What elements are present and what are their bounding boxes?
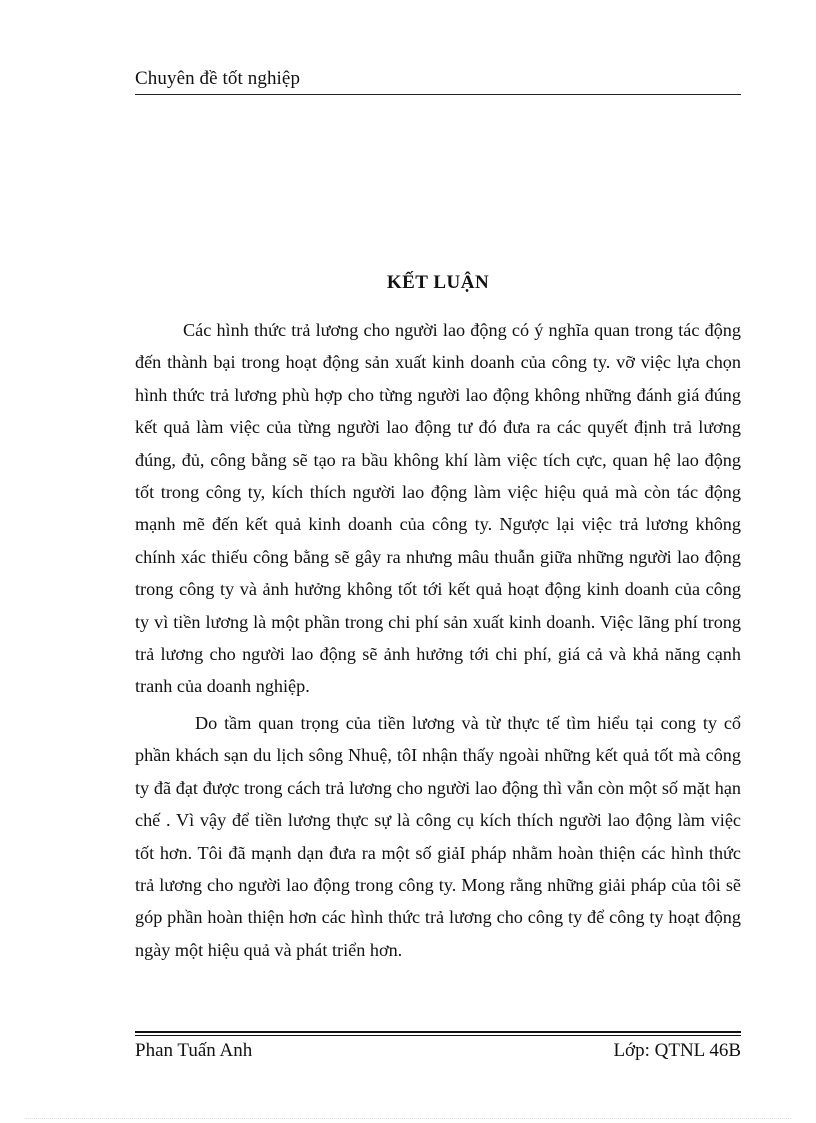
- document-header-title: Chuyên đề tốt nghiệp: [135, 68, 301, 89]
- paragraph-1: Các hình thức trả lương cho người lao động có ý nghĩa quan trong tác động đến thành bại trong hoạt động sản xuất kinh doanh của công ty. vỡ việc lựa chọn hình thức trả lương phù hợp cho từng người lao động không những đánh giá đúng kết quả làm việc của từng người lao động tư đó đưa ra các quyết định trả lương đúng, đủ, công bằng sẽ tạo ra bầu không khí làm việc tích cực, quan hệ lao động tốt trong công ty, kích thích người lao động làm việc hiệu quả mà còn tác động mạnh mẽ đến kết quả kinh doanh của công ty. Ngược lại việc trả lương không chính xác thiếu công bằng sẽ gây ra nhưng mâu thuẫn giữa những người lao động trong công ty và ảnh hưởng không tốt tới kết quả hoạt động kinh doanh của công ty vì tiền lương là một phần trong chi phí sản xuất kinh doanh. Việc lãng phí trong trả lương cho người lao động sẽ ảnh hưởng tới chi phí, giá cả và khả năng cạnh tranh của doanh nghiệp.: [135, 320, 741, 697]
- paragraph-2: Do tầm quan trọng của tiền lương và từ thực tế tìm hiểu tại cong ty cổ phần khách sạn du lịch sông Nhuệ, tôI nhận thấy ngoài những kết quả tốt mà công ty đã đạt được trong cách trả lương cho người lao động thì vẫn còn một số mặt hạn chế . Vì vậy để tiền lương thực sự là công cụ kích thích người lao động làm việc tốt hơn. Tôi đã mạnh dạn đưa ra một số giảI pháp nhằm hoàn thiện các hình thức trả lương cho người lao động trong công ty. Mong rằng những giải pháp của tôi sẽ góp phần hoàn thiện hơn các hình thức trả lương cho công ty để công ty hoạt động ngày một hiệu quả và phát triển hơn.: [135, 712, 741, 960]
- section-heading: KẾT LUẬN: [386, 272, 490, 293]
- footer-divider-thin: [135, 1035, 741, 1036]
- conclusion-body: [135, 314, 741, 966]
- footer-class: Lớp: QTNL 46B: [613, 1040, 741, 1061]
- footer-author: Phan Tuấn Anh: [135, 1040, 253, 1061]
- header-divider: [135, 94, 741, 95]
- footer-divider: [135, 1031, 741, 1033]
- page-bottom-edge: [25, 1118, 791, 1119]
